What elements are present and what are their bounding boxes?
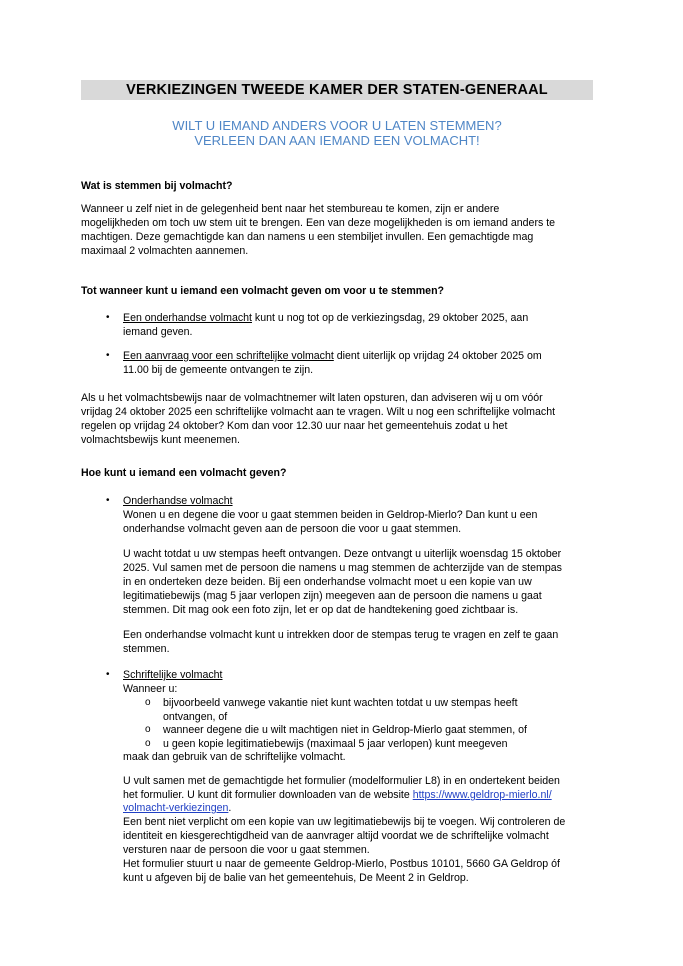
sub-bullet-text: u geen kopie legitimatiebewijs (maximaal 5 jaar verlopen) kunt meegeven [163,738,508,750]
paragraph-line: mogelijkheden om toch uw stem uit te brengen. Een van deze mogelijkheden is om iemand anders te [81,217,556,229]
paragraph-line [123,788,643,802]
paragraph-line: onderhandse volmacht geven aan de persoon die voor u gaat stemmen. [123,523,462,535]
sub-bullet-icon: o [145,724,151,735]
paragraph-line: Een bent niet verplicht om een kopie van uw legitimatiebewijs bij te voegen. Wij controleren de [123,816,566,828]
paragraph-line: kunt u afgeven bij de balie van het gemeentehuis, De Meent 2 in Geldrop. [123,872,469,884]
subtitle-line-1: WILT U IEMAND ANDERS VOOR U LATEN STEMMEN? [172,118,502,133]
document-title: VERKIEZINGEN TWEEDE KAMER DER STATEN-GENERAAL [126,82,548,98]
paragraph-line: in en onderteken deze beiden. Bij een onderhandse volmacht moet u een kopie van uw [123,576,532,588]
paragraph-line: stemmen. [123,643,170,655]
paragraph-line: versturen naar de persoon die voor u gaat stemmen. [123,844,370,856]
paragraph-line: volmachtsbewijs kunt meenemen. [81,434,240,446]
paragraph-line: 2025. Vul samen met de persoon die namens u mag stemmen de achterzijde van de stempas [123,562,562,574]
website-link-continuation[interactable]: volmacht-verkiezingen [123,802,229,814]
bullet-item-private-proxy [123,311,643,325]
sub-bullet-icon: o [145,697,151,708]
paragraph-line: Als u het volmachtsbewijs naar de volmachtnemer wilt laten opsturen, dan adviseren wij u om vóór [81,392,543,404]
private-proxy-title: Onderhandse volmacht [123,495,233,507]
bullet-icon: • [106,312,110,323]
paragraph-text: het formulier. U kunt dit formulier downloaden van de website [123,789,413,801]
written-proxy-title: Schriftelijke volmacht [123,669,223,681]
section-heading-until-when: Tot wanneer kunt u iemand een volmacht geven om voor u te stemmen? [81,285,445,297]
paragraph-line: Wanneer u zelf niet in de gelegenheid bent naar het stembureau te komen, zijn er andere [81,203,500,215]
paragraph-line [123,801,643,815]
bullet-icon: • [106,350,110,361]
sub-bullet-text: wanneer degene die u wilt machtigen niet in Geldrop-Mierlo gaat stemmen, of [163,724,527,736]
paragraph-line: maak dan gebruik van de schriftelijke volmacht. [123,751,346,763]
sub-bullet-icon: o [145,738,151,749]
paragraph-line: vrijdag 24 oktober 2025 een schriftelijke volmacht aan te vragen. Wilt u nog een schriftelijke volmacht [81,406,556,418]
paragraph-line: regelen op vrijdag 24 oktober? Kom dan voor 12.30 uur naar het gemeentehuis zodat u het [81,420,508,432]
bullet-text: dient uiterlijk op vrijdag 24 oktober 2025 om [333,350,542,362]
paragraph-line: stemmen. Dit mag ook een foto zijn, let er op dat de handtekening goed zichtbaar is. [123,604,519,616]
paragraph-line: Het formulier stuurt u naar de gemeente Geldrop-Mierlo, Postbus 10101, 5660 GA Geldrop óf [123,858,560,870]
paragraph-text: . [228,802,232,814]
subtitle-line-2: VERLEEN DAN AAN IEMAND EEN VOLMACHT! [194,133,480,148]
sub-bullet-text: bijvoorbeeld vanwege vakantie niet kunt wachten totdat u uw stempas heeft [163,697,518,709]
paragraph-line: legitimatiebewijs (mag 5 jaar verlopen zijn) meegeven aan de persoon die namens u gaat [123,590,542,602]
website-link[interactable]: https://www.geldrop-mierlo.nl/ [412,789,552,801]
bullet-continuation: 11.00 bij de gemeente ontvangen te zijn. [123,364,314,376]
section-heading-what-is-proxy-voting: Wat is stemmen bij volmacht? [81,180,233,192]
written-proxy-term: Een aanvraag voor een schriftelijke volmacht [123,350,334,362]
bullet-continuation: iemand geven. [123,326,193,338]
title-banner [81,80,593,100]
sub-bullet-continuation: ontvangen, of [163,711,228,723]
bullet-icon: • [106,669,110,680]
paragraph-line: Wonen u en degene die voor u gaat stemmen beiden in Geldrop-Mierlo? Dan kunt u een [123,509,538,521]
paragraph-line: machtigen. Deze gemachtigde kan dan namens u een stembiljet invullen. Een gemachtigde mag [81,231,534,243]
bullet-text: kunt u nog tot op de verkiezingsdag, 29 oktober 2025, aan [251,312,529,324]
paragraph-line: U wacht totdat u uw stempas heeft ontvangen. Deze ontvangt u uiterlijk woensdag 15 oktober [123,548,562,560]
paragraph-line: U vult samen met de gemachtigde het formulier (modelformulier L8) in en ondertekent beiden [123,775,560,787]
paragraph-line: Een onderhandse volmacht kunt u intrekken door de stempas terug te vragen en zelf te gaan [123,629,559,641]
paragraph-line: identiteit en kiesgerechtigdheid van de aanvrager altijd voordat we de schriftelijke volmacht [123,830,549,842]
bullet-item-written-proxy [123,349,643,363]
bullet-icon: • [106,495,110,506]
private-proxy-term: Een onderhandse volmacht [123,312,252,324]
paragraph-line: Wanneer u: [123,683,178,695]
section-heading-how-to-give-proxy: Hoe kunt u iemand een volmacht geven? [81,467,287,479]
paragraph-line: maximaal 2 volmachten aannemen. [81,245,249,257]
